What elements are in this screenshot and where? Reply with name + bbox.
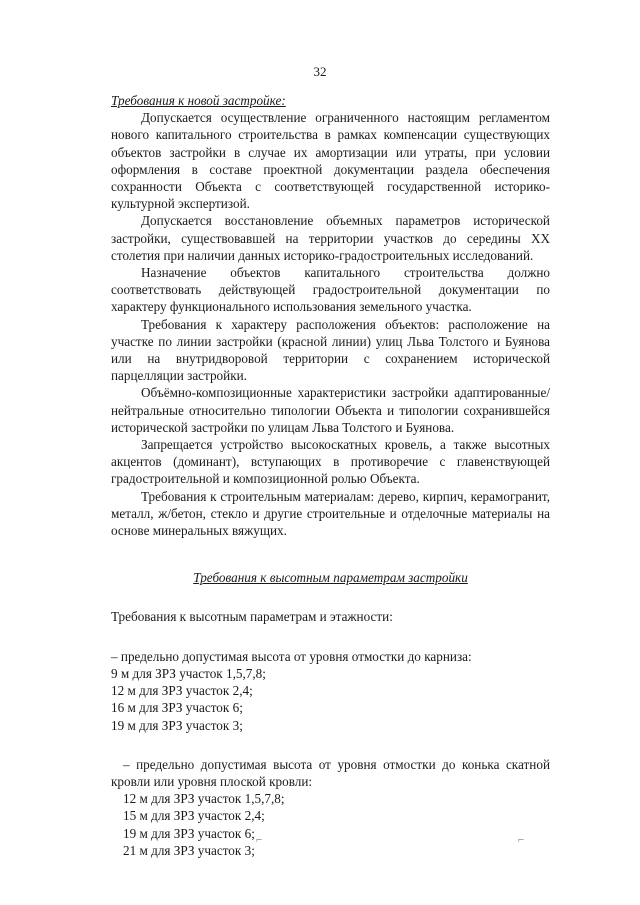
page-number: 32 — [313, 64, 327, 79]
paragraph-7: Требования к строительным материалам: дерево, кирпич, керамогранит, металл, ж/бетон, стекло и другие строительные и отделочные материалы на основе минеральных вяжущих. — [111, 488, 550, 539]
scan-mark-left: ⌐ — [256, 834, 263, 846]
height-cornice-lead: – предельно допустимая высота от уровня отмостки до карниза: — [111, 648, 472, 664]
list-item: 21 м для ЗРЗ участок 3; — [123, 842, 255, 858]
list-item: 16 м для ЗРЗ участок 6; — [111, 700, 243, 716]
subheading-new-construction: Требования к новой застройке: — [111, 93, 286, 108]
paragraph-5: Объёмно-композиционные характеристики застройки адаптированные/ нейтральные относительно типологии Объекта и типологии сохранившейся исторической застройки по улицам Льва Толстого и Буянова. — [111, 385, 550, 435]
requirements-intro: Требования к высотным параметрам и этажности: — [111, 609, 393, 625]
height-ridge-list — [111, 790, 550, 859]
list-item: 15 м для ЗРЗ участок 2,4; — [123, 808, 265, 824]
paragraph-6: Запрещается устройство высокоскатных кровель, а также высотных акцентов (доминант), вступающих в противоречие с главенствующей градостроительной и композиционной ролью Объекта. — [111, 437, 550, 487]
list-item: 19 м для ЗРЗ участок 3; — [111, 717, 243, 733]
height-ridge-lead: – предельно допустимая высота от уровня отмостки до конька скатной кровли или уровня плоской кровли: — [111, 756, 550, 789]
paragraph-1: Допускается осуществление ограниченного настоящим регламентом нового капитального строительства в рамках компенсации существующих объектов застройки в случае их амортизации или утраты, при условии оформления в составе проектной документации раздела обеспечения сохранности Объекта с соответствующей государственной историко-культурной экспертизой. — [111, 110, 550, 212]
list-item: 19 м для ЗРЗ участок 6; — [123, 825, 255, 841]
scan-mark-right: ⌐ — [518, 834, 525, 846]
paragraph-3: Назначение объектов капитального строительства должно соответствовать действующей градостроительной документации по характеру функционального использования земельного участка. — [111, 265, 550, 315]
section-title-height: Требования к высотным параметрам застройки — [193, 570, 468, 586]
document-body — [111, 92, 550, 859]
list-item: 9 м для ЗРЗ участок 1,5,7,8; — [111, 665, 266, 681]
paragraph-4: Требования к характеру расположения объектов: расположение на участке по линии застройки (красной линии) улиц Льва Толстого и Буянова или на внутридворовой территории с сохранением исторической парцелляции застройки. — [111, 316, 550, 384]
height-cornice-list — [111, 665, 550, 734]
list-item: 12 м для ЗРЗ участок 1,5,7,8; — [123, 791, 285, 807]
list-item: 12 м для ЗРЗ участок 2,4; — [111, 683, 253, 699]
paragraph-2: Допускается восстановление объемных параметров исторической застройки, существовавшей на территории участков до середины XX столетия при наличии данных историко-градостроительных исследований. — [111, 213, 550, 263]
